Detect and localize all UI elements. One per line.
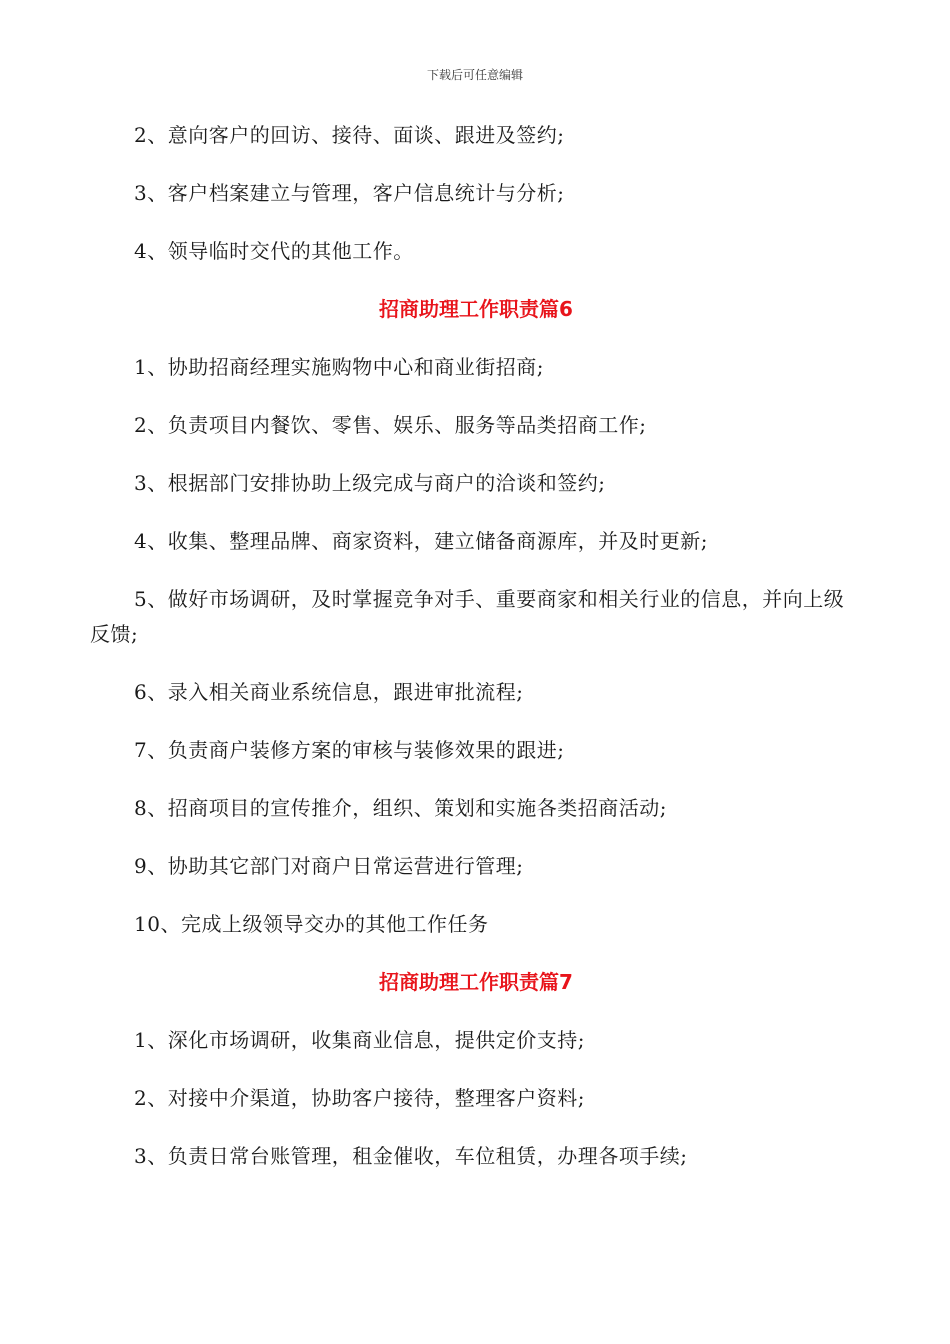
list-item: 1、协助招商经理实施购物中心和商业街招商; — [134, 355, 544, 379]
list-item: 4、领导临时交代的其他工作。 — [134, 239, 414, 263]
list-item: 3、客户档案建立与管理，客户信息统计与分析; — [134, 181, 565, 205]
list-item: 2、负责项目内餐饮、零售、娱乐、服务等品类招商工作; — [134, 413, 647, 437]
list-item: 4、收集、整理品牌、商家资料，建立储备商源库，并及时更新; — [134, 529, 708, 553]
list-item: 8、招商项目的宣传推介，组织、策划和实施各类招商活动; — [134, 796, 667, 820]
list-item: 9、协助其它部门对商户日常运营进行管理; — [134, 854, 524, 878]
list-item: 10、完成上级领导交办的其他工作任务 — [134, 912, 489, 936]
list-item: 3、负责日常台账管理，租金催收，车位租赁，办理各项手续; — [134, 1144, 688, 1168]
list-item: 1、深化市场调研，收集商业信息，提供定价支持; — [134, 1028, 585, 1052]
list-item: 2、对接中介渠道，协助客户接待，整理客户资料; — [134, 1086, 585, 1110]
section-heading-7: 招商助理工作职责篇7 — [379, 970, 573, 994]
list-item: 3、根据部门安排协助上级完成与商户的洽谈和签约; — [134, 471, 606, 495]
list-item: 2、意向客户的回访、接待、面谈、跟进及签约; — [134, 123, 565, 147]
document-body — [90, 118, 862, 1197]
list-item: 5、做好市场调研，及时掌握竞争对手、重要商家和相关行业的信息，并向上级反馈; — [90, 587, 845, 646]
list-item: 6、录入相关商业系统信息，跟进审批流程; — [134, 680, 524, 704]
page-header: 下载后可任意编辑 — [426, 68, 523, 82]
list-item: 7、负责商户装修方案的审核与装修效果的跟进; — [134, 738, 565, 762]
section-heading-6: 招商助理工作职责篇6 — [379, 297, 573, 321]
